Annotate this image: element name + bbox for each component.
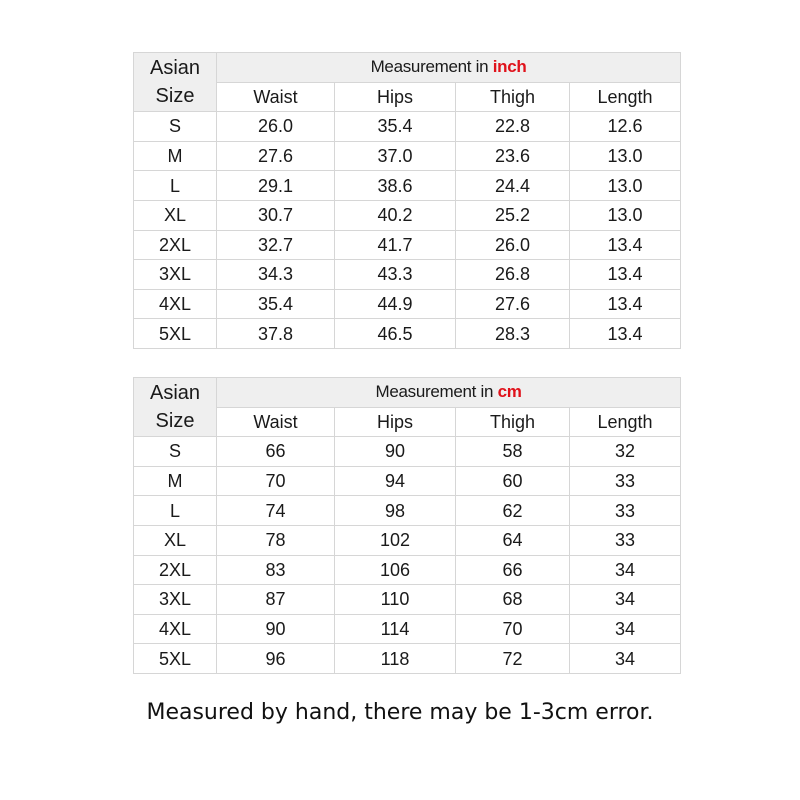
table-cell: 102	[335, 525, 456, 555]
asian-size-header-line1: Asian	[149, 382, 201, 405]
table-row	[134, 555, 681, 585]
table-cell: 34	[570, 644, 681, 674]
table-cell: 98	[335, 496, 456, 526]
table-cell: 78	[217, 525, 335, 555]
table-row	[134, 585, 681, 615]
table-cell: 110	[335, 585, 456, 615]
table-cell: 38.6	[335, 171, 456, 201]
size-chart-inch-table	[133, 52, 681, 349]
table-cell: 60	[456, 466, 570, 496]
unit-label: cm	[497, 382, 522, 402]
table-cell: 43.3	[335, 260, 456, 290]
table-cell: 70	[217, 466, 335, 496]
size-cell: 3XL	[134, 585, 217, 615]
table-cell: 90	[217, 614, 335, 644]
table-cell: 33	[570, 466, 681, 496]
table-body	[134, 437, 681, 674]
asian-size-header-line1: Asian	[149, 57, 201, 80]
measurement-unit-header	[217, 378, 681, 408]
table-cell: 28.3	[456, 319, 570, 349]
table-cell: 24.4	[456, 171, 570, 201]
size-cell: XL	[134, 200, 217, 230]
table-header-row	[134, 378, 681, 408]
size-cell: 4XL	[134, 614, 217, 644]
asian-size-header	[134, 378, 217, 437]
column-header-length: Length	[570, 82, 681, 112]
size-cell: 5XL	[134, 644, 217, 674]
table-cell: 58	[456, 437, 570, 467]
size-cell: 2XL	[134, 555, 217, 585]
table-cell: 114	[335, 614, 456, 644]
table-cell: 26.8	[456, 260, 570, 290]
table-cell: 13.4	[570, 260, 681, 290]
table-row	[134, 171, 681, 201]
unit-label: inch	[492, 57, 527, 77]
table-cell: 94	[335, 466, 456, 496]
table-row	[134, 466, 681, 496]
size-cell: M	[134, 466, 217, 496]
table-cell: 90	[335, 437, 456, 467]
table-cell: 23.6	[456, 141, 570, 171]
size-cell: 2XL	[134, 230, 217, 260]
size-cell: 3XL	[134, 260, 217, 290]
column-header-thigh: Thigh	[456, 82, 570, 112]
table-cell: 62	[456, 496, 570, 526]
asian-size-header-line2: Size	[155, 85, 195, 108]
column-header-waist: Waist	[217, 82, 335, 112]
column-header-row	[134, 82, 681, 112]
size-cell: S	[134, 437, 217, 467]
table-cell: 83	[217, 555, 335, 585]
table-cell: 27.6	[456, 289, 570, 319]
table-body	[134, 112, 681, 349]
table-header-row	[134, 53, 681, 83]
measurement-label: Measurement in	[370, 57, 493, 77]
size-cell: M	[134, 141, 217, 171]
table-cell: 35.4	[335, 112, 456, 142]
size-cell: XL	[134, 525, 217, 555]
size-cell: 4XL	[134, 289, 217, 319]
table-row	[134, 289, 681, 319]
table-cell: 37.8	[217, 319, 335, 349]
table-cell: 13.0	[570, 200, 681, 230]
table-cell: 12.6	[570, 112, 681, 142]
table-row	[134, 260, 681, 290]
table-cell: 33	[570, 496, 681, 526]
measurement-unit-header	[217, 53, 681, 83]
table-row	[134, 319, 681, 349]
table-cell: 26.0	[456, 230, 570, 260]
table-cell: 29.1	[217, 171, 335, 201]
table-cell: 74	[217, 496, 335, 526]
table-cell: 46.5	[335, 319, 456, 349]
table-cell: 30.7	[217, 200, 335, 230]
table-cell: 44.9	[335, 289, 456, 319]
column-header-row	[134, 407, 681, 437]
size-cell: L	[134, 171, 217, 201]
table-cell: 32.7	[217, 230, 335, 260]
table-row	[134, 525, 681, 555]
table-cell: 34	[570, 585, 681, 615]
table-cell: 66	[456, 555, 570, 585]
column-header-hips: Hips	[335, 407, 456, 437]
table-cell: 33	[570, 525, 681, 555]
table-cell: 68	[456, 585, 570, 615]
table-cell: 37.0	[335, 141, 456, 171]
table-row	[134, 496, 681, 526]
table-row	[134, 230, 681, 260]
table-cell: 106	[335, 555, 456, 585]
table-row	[134, 141, 681, 171]
table-row	[134, 112, 681, 142]
table-cell: 13.4	[570, 319, 681, 349]
column-header-hips: Hips	[335, 82, 456, 112]
size-cell: S	[134, 112, 217, 142]
measurement-note: Measured by hand, there may be 1-3cm error.	[146, 700, 654, 725]
table-cell: 66	[217, 437, 335, 467]
table-row	[134, 644, 681, 674]
size-cell: L	[134, 496, 217, 526]
table-row	[134, 614, 681, 644]
column-header-length: Length	[570, 407, 681, 437]
table-cell: 13.0	[570, 171, 681, 201]
table-cell: 25.2	[456, 200, 570, 230]
table-cell: 13.4	[570, 289, 681, 319]
table-row	[134, 437, 681, 467]
table-cell: 13.0	[570, 141, 681, 171]
table-cell: 40.2	[335, 200, 456, 230]
table-cell: 64	[456, 525, 570, 555]
table-cell: 35.4	[217, 289, 335, 319]
size-chart-cm-table	[133, 377, 681, 674]
size-cell: 5XL	[134, 319, 217, 349]
table-cell: 87	[217, 585, 335, 615]
table-cell: 27.6	[217, 141, 335, 171]
table-cell: 72	[456, 644, 570, 674]
table-cell: 22.8	[456, 112, 570, 142]
column-header-thigh: Thigh	[456, 407, 570, 437]
table-row	[134, 200, 681, 230]
table-cell: 26.0	[217, 112, 335, 142]
table-cell: 13.4	[570, 230, 681, 260]
table-cell: 41.7	[335, 230, 456, 260]
table-cell: 96	[217, 644, 335, 674]
table-cell: 34	[570, 555, 681, 585]
measurement-label: Measurement in	[375, 382, 498, 402]
table-cell: 32	[570, 437, 681, 467]
asian-size-header-line2: Size	[155, 410, 195, 433]
table-cell: 70	[456, 614, 570, 644]
table-cell: 118	[335, 644, 456, 674]
asian-size-header	[134, 53, 217, 112]
table-cell: 34.3	[217, 260, 335, 290]
column-header-waist: Waist	[217, 407, 335, 437]
table-cell: 34	[570, 614, 681, 644]
